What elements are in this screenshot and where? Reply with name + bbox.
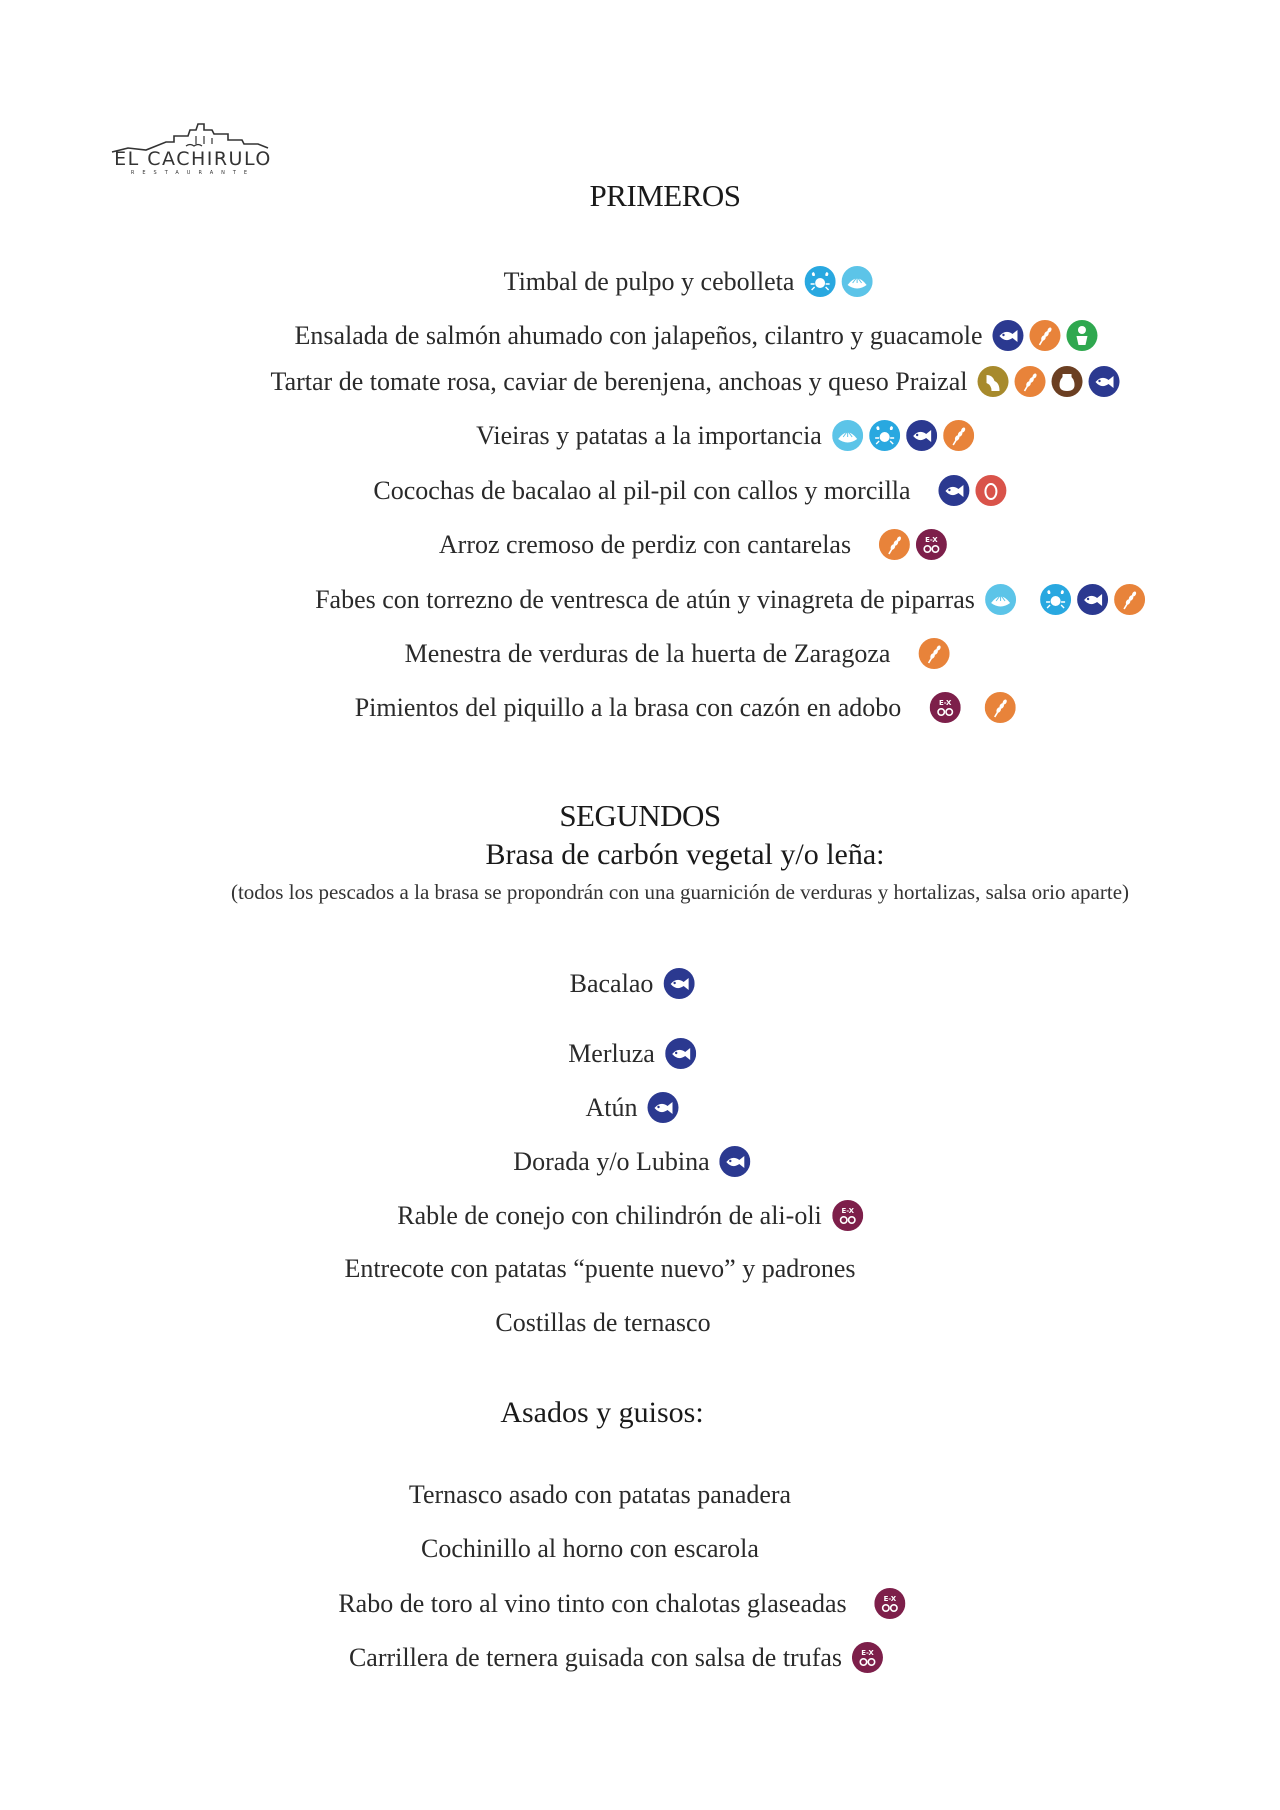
sulphites-icon <box>875 1588 906 1619</box>
svg-text:E-X: E-X <box>883 1595 897 1603</box>
dish-name: Merluza <box>568 1038 655 1068</box>
mustard-icon <box>1051 366 1082 397</box>
svg-text:E-X: E-X <box>925 536 938 544</box>
fish-icon <box>720 1146 751 1177</box>
gluten-icon <box>879 529 910 560</box>
brand-subtitle: RESTAURANTE <box>130 170 256 176</box>
dish-row <box>568 1038 696 1069</box>
dish-name: Ternasco asado con patatas panadera <box>408 1480 792 1509</box>
fish-icon <box>1088 366 1119 397</box>
dish-row <box>315 584 1145 615</box>
gluten-icon <box>943 420 974 451</box>
dish-name: Bacalao <box>569 968 654 998</box>
dish-row <box>344 1254 859 1284</box>
dish-row <box>338 1588 905 1619</box>
dish-row <box>397 1200 863 1231</box>
restaurant-logo <box>108 118 278 186</box>
dish-name: Costillas de ternasco <box>495 1308 711 1337</box>
subsection-title-asados: Asados y guisos: <box>500 1396 704 1429</box>
dish-row <box>373 475 1006 506</box>
fish-icon <box>993 320 1024 351</box>
dish-row <box>439 529 947 560</box>
svg-text:E-X: E-X <box>938 699 952 707</box>
celery-icon <box>1067 320 1098 351</box>
dish-row <box>495 1308 714 1338</box>
dish-row <box>476 420 974 451</box>
dish-row <box>294 320 1097 351</box>
dish-name: Cochinillo al horno con escarola <box>421 1534 759 1563</box>
dish-name: Arroz cremoso de perdiz con cantarelas <box>438 529 852 559</box>
brand-name: EL CACHIRULO <box>114 148 272 170</box>
crustaceans-icon <box>869 420 900 451</box>
fish-icon <box>665 1038 696 1069</box>
brasa-note: (todos los pescados a la brasa se propondrán con una guarnición de verduras y hortalizas, salsa orio aparte) <box>230 880 1130 904</box>
dish-name: Rabo de toro al vino tinto con chalotas glaseadas <box>338 1588 847 1618</box>
mollusc-icon <box>832 420 863 451</box>
dish-name: Menestra de verduras de la huerta de Zaragoza <box>404 638 891 668</box>
dish-name: Entrecote con patatas “puente nuevo” y padrones <box>344 1254 856 1283</box>
sulphites-icon <box>929 692 960 723</box>
dish-name: Cocochas de bacalao al pil-pil con callos y morcilla <box>373 475 911 505</box>
dish-row <box>570 968 695 999</box>
mollusc-icon <box>841 266 872 297</box>
sulphites-icon <box>852 1642 883 1673</box>
fish-icon <box>663 968 694 999</box>
dish-row <box>421 1534 763 1564</box>
dish-name: Dorada y/o Lubina <box>513 1146 710 1176</box>
subsection-title-brasa: Brasa de carbón vegetal y/o leña: <box>485 838 885 871</box>
dish-name: Rable de conejo con chilindrón de ali-oli <box>397 1200 822 1230</box>
section-title-primeros: PRIMEROS <box>589 178 741 213</box>
dish-row <box>409 1480 795 1510</box>
svg-text:E-X: E-X <box>861 1649 874 1657</box>
dish-row <box>586 1092 679 1123</box>
dish-name: Ensalada de salmón ahumado con jalapeños, cilantro y guacamole <box>294 320 983 350</box>
dish-name: Pimientos del piquillo a la brasa con cazón en adobo <box>354 692 902 722</box>
fish-icon <box>906 420 937 451</box>
section-title-segundos: SEGUNDOS <box>559 798 721 833</box>
dish-row <box>271 366 1120 397</box>
sulphites-icon <box>832 1200 863 1231</box>
dish-name: Carrillera de ternera guisada con salsa de trufas <box>348 1642 843 1672</box>
fish-icon <box>648 1092 679 1123</box>
fish-icon <box>1077 584 1108 615</box>
fish-icon <box>939 475 970 506</box>
dish-name: Timbal de pulpo y cebolleta <box>503 266 795 296</box>
milk-icon <box>977 366 1008 397</box>
dish-name: Vieiras y patatas a la importancia <box>476 420 822 450</box>
dish-name: Fabes con torrezno de ventresca de atún y vinagreta de piparras <box>315 584 975 614</box>
gluten-icon <box>918 638 949 669</box>
sulphites-icon <box>916 529 947 560</box>
dish-row <box>513 1146 750 1177</box>
gluten-icon <box>1030 320 1061 351</box>
dish-row <box>504 266 873 297</box>
crustaceans-icon <box>804 266 835 297</box>
svg-text:E-X: E-X <box>841 1207 854 1215</box>
dish-row <box>405 638 950 669</box>
gluten-icon <box>984 692 1015 723</box>
gluten-icon <box>1014 366 1045 397</box>
egg-icon <box>976 475 1007 506</box>
dish-row <box>355 692 1016 723</box>
crustaceans-icon <box>1040 584 1071 615</box>
dish-name: Tartar de tomate rosa, caviar de berenjena, anchoas y queso Praizal <box>270 366 968 396</box>
dish-row <box>349 1642 883 1673</box>
dish-name: Atún <box>585 1092 638 1122</box>
mollusc-icon <box>985 584 1016 615</box>
gluten-icon <box>1114 584 1145 615</box>
